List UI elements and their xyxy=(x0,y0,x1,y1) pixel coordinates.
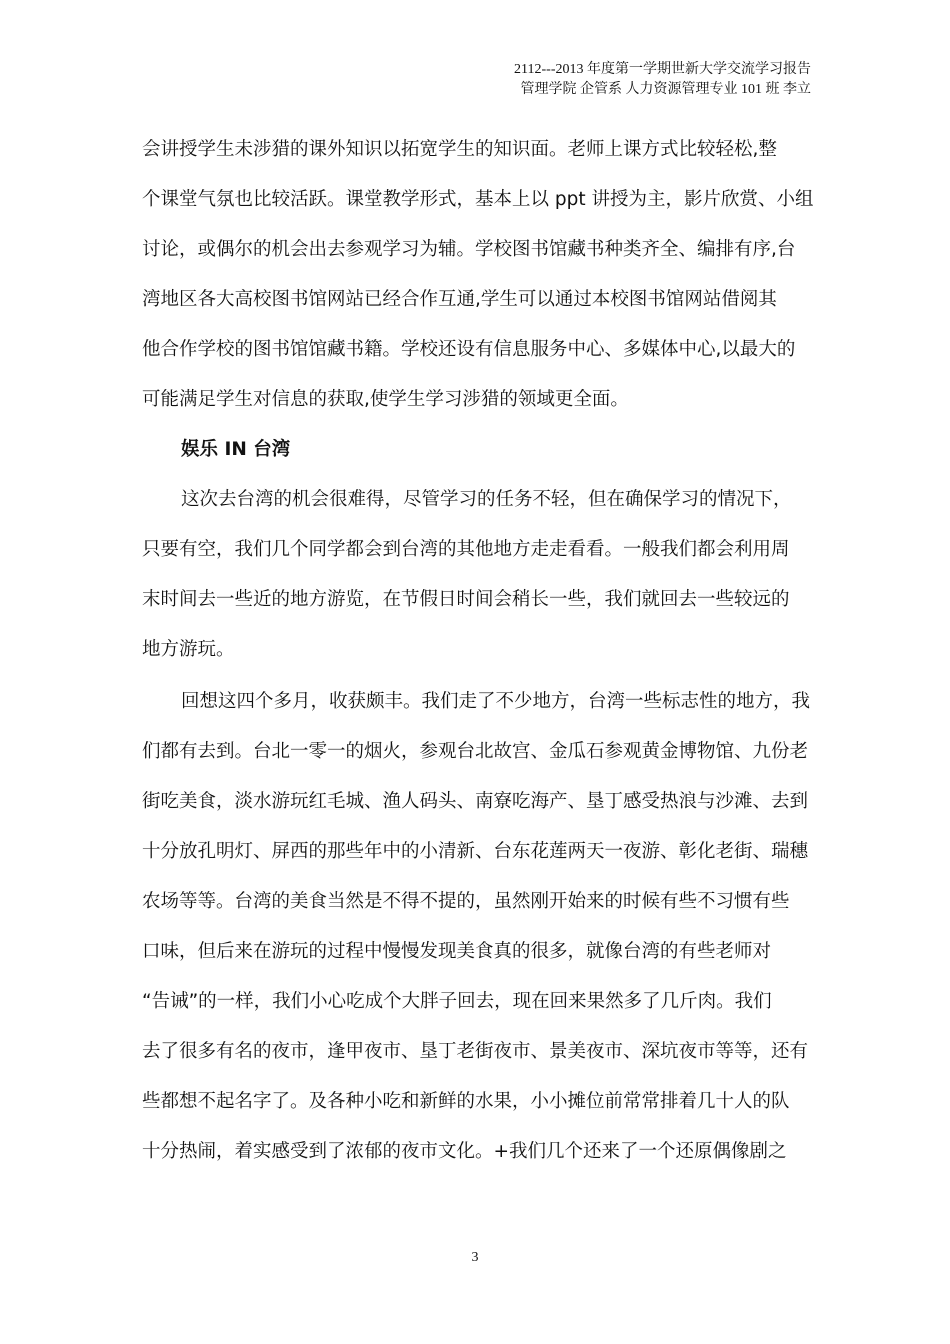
body-text-line: 他合作学校的图书馆馆藏书籍。学校还设有信息服务中心、多媒体中心,以最大的 xyxy=(142,339,796,360)
body-text-line: 们都有去到。台北一零一的烟火，参观台北故宫、金瓜石参观黄金博物馆、九份老 xyxy=(142,741,809,762)
body-text-line: 十分热闹，着实感受到了浓郁的夜市文化。+我们几个还来了一个还原偶像剧之 xyxy=(142,1141,787,1162)
header-author-info: 管理学院 企管系 人力资源管理专业 101 班 李立 xyxy=(520,82,811,97)
body-text-line: 个课堂气氛也比较活跃。课堂教学形式，基本上以 ppt 讲授为主，影片欣赏、小组 xyxy=(142,189,814,210)
body-text-line: 口味，但后来在游玩的过程中慢慢发现美食真的很多，就像台湾的有些老师对 xyxy=(142,941,772,962)
body-text-line: 会讲授学生未涉猎的课外知识以拓宽学生的知识面。老师上课方式比较轻松,整 xyxy=(142,139,777,160)
body-text-line: 回想这四个多月，收获颇丰。我们走了不少地方，台湾一些标志性的地方，我 xyxy=(181,691,811,712)
body-text-line: 农场等等。台湾的美食当然是不得不提的，虽然刚开始来的时候有些不习惯有些 xyxy=(142,891,790,912)
body-text-line: “告诫”的一样，我们小心吃成个大胖子回去，现在回来果然多了几斤肉。我们 xyxy=(142,991,772,1012)
body-text-line: 些都想不起名字了。及各种小吃和新鲜的水果，小小摊位前常常排着几十人的队 xyxy=(142,1091,790,1112)
header-report-title: 2112---2013 年度第一学期世新大学交流学习报告 xyxy=(514,62,811,77)
body-text-line: 可能满足学生对信息的获取,使学生学习涉猎的领域更全面。 xyxy=(142,389,629,410)
body-text-line: 只要有空，我们几个同学都会到台湾的其他地方走走看看。一般我们都会利用周 xyxy=(142,539,790,560)
body-text-line: 街吃美食，淡水游玩红毛城、渔人码头、南寮吃海产、垦丁感受热浪与沙滩、去到 xyxy=(142,791,809,812)
page-header xyxy=(514,60,811,100)
body-text-line: 湾地区各大高校图书馆网站已经合作互通,学生可以通过本校图书馆网站借阅其 xyxy=(142,289,777,310)
body-text-line: 十分放孔明灯、屏西的那些年中的小清新、台东花莲两天一夜游、彰化老街、瑞穗 xyxy=(142,841,809,862)
page-number: 3 xyxy=(471,1250,479,1265)
body-text-line: 末时间去一些近的地方游览，在节假日时间会稍长一些，我们就回去一些较远的 xyxy=(142,589,790,610)
section-heading: 娱乐 IN 台湾 xyxy=(181,439,291,460)
body-text-line: 地方游玩。 xyxy=(142,639,235,660)
body-text-line: 这次去台湾的机会很难得，尽管学习的任务不轻，但在确保学习的情况下， xyxy=(181,489,792,510)
body-text-line: 去了很多有名的夜市，逢甲夜市、垦丁老街夜市、景美夜市、深坑夜市等等，还有 xyxy=(142,1041,809,1062)
body-text-line: 讨论，或偶尔的机会出去参观学习为辅。学校图书馆藏书种类齐全、编排有序,台 xyxy=(142,239,796,260)
